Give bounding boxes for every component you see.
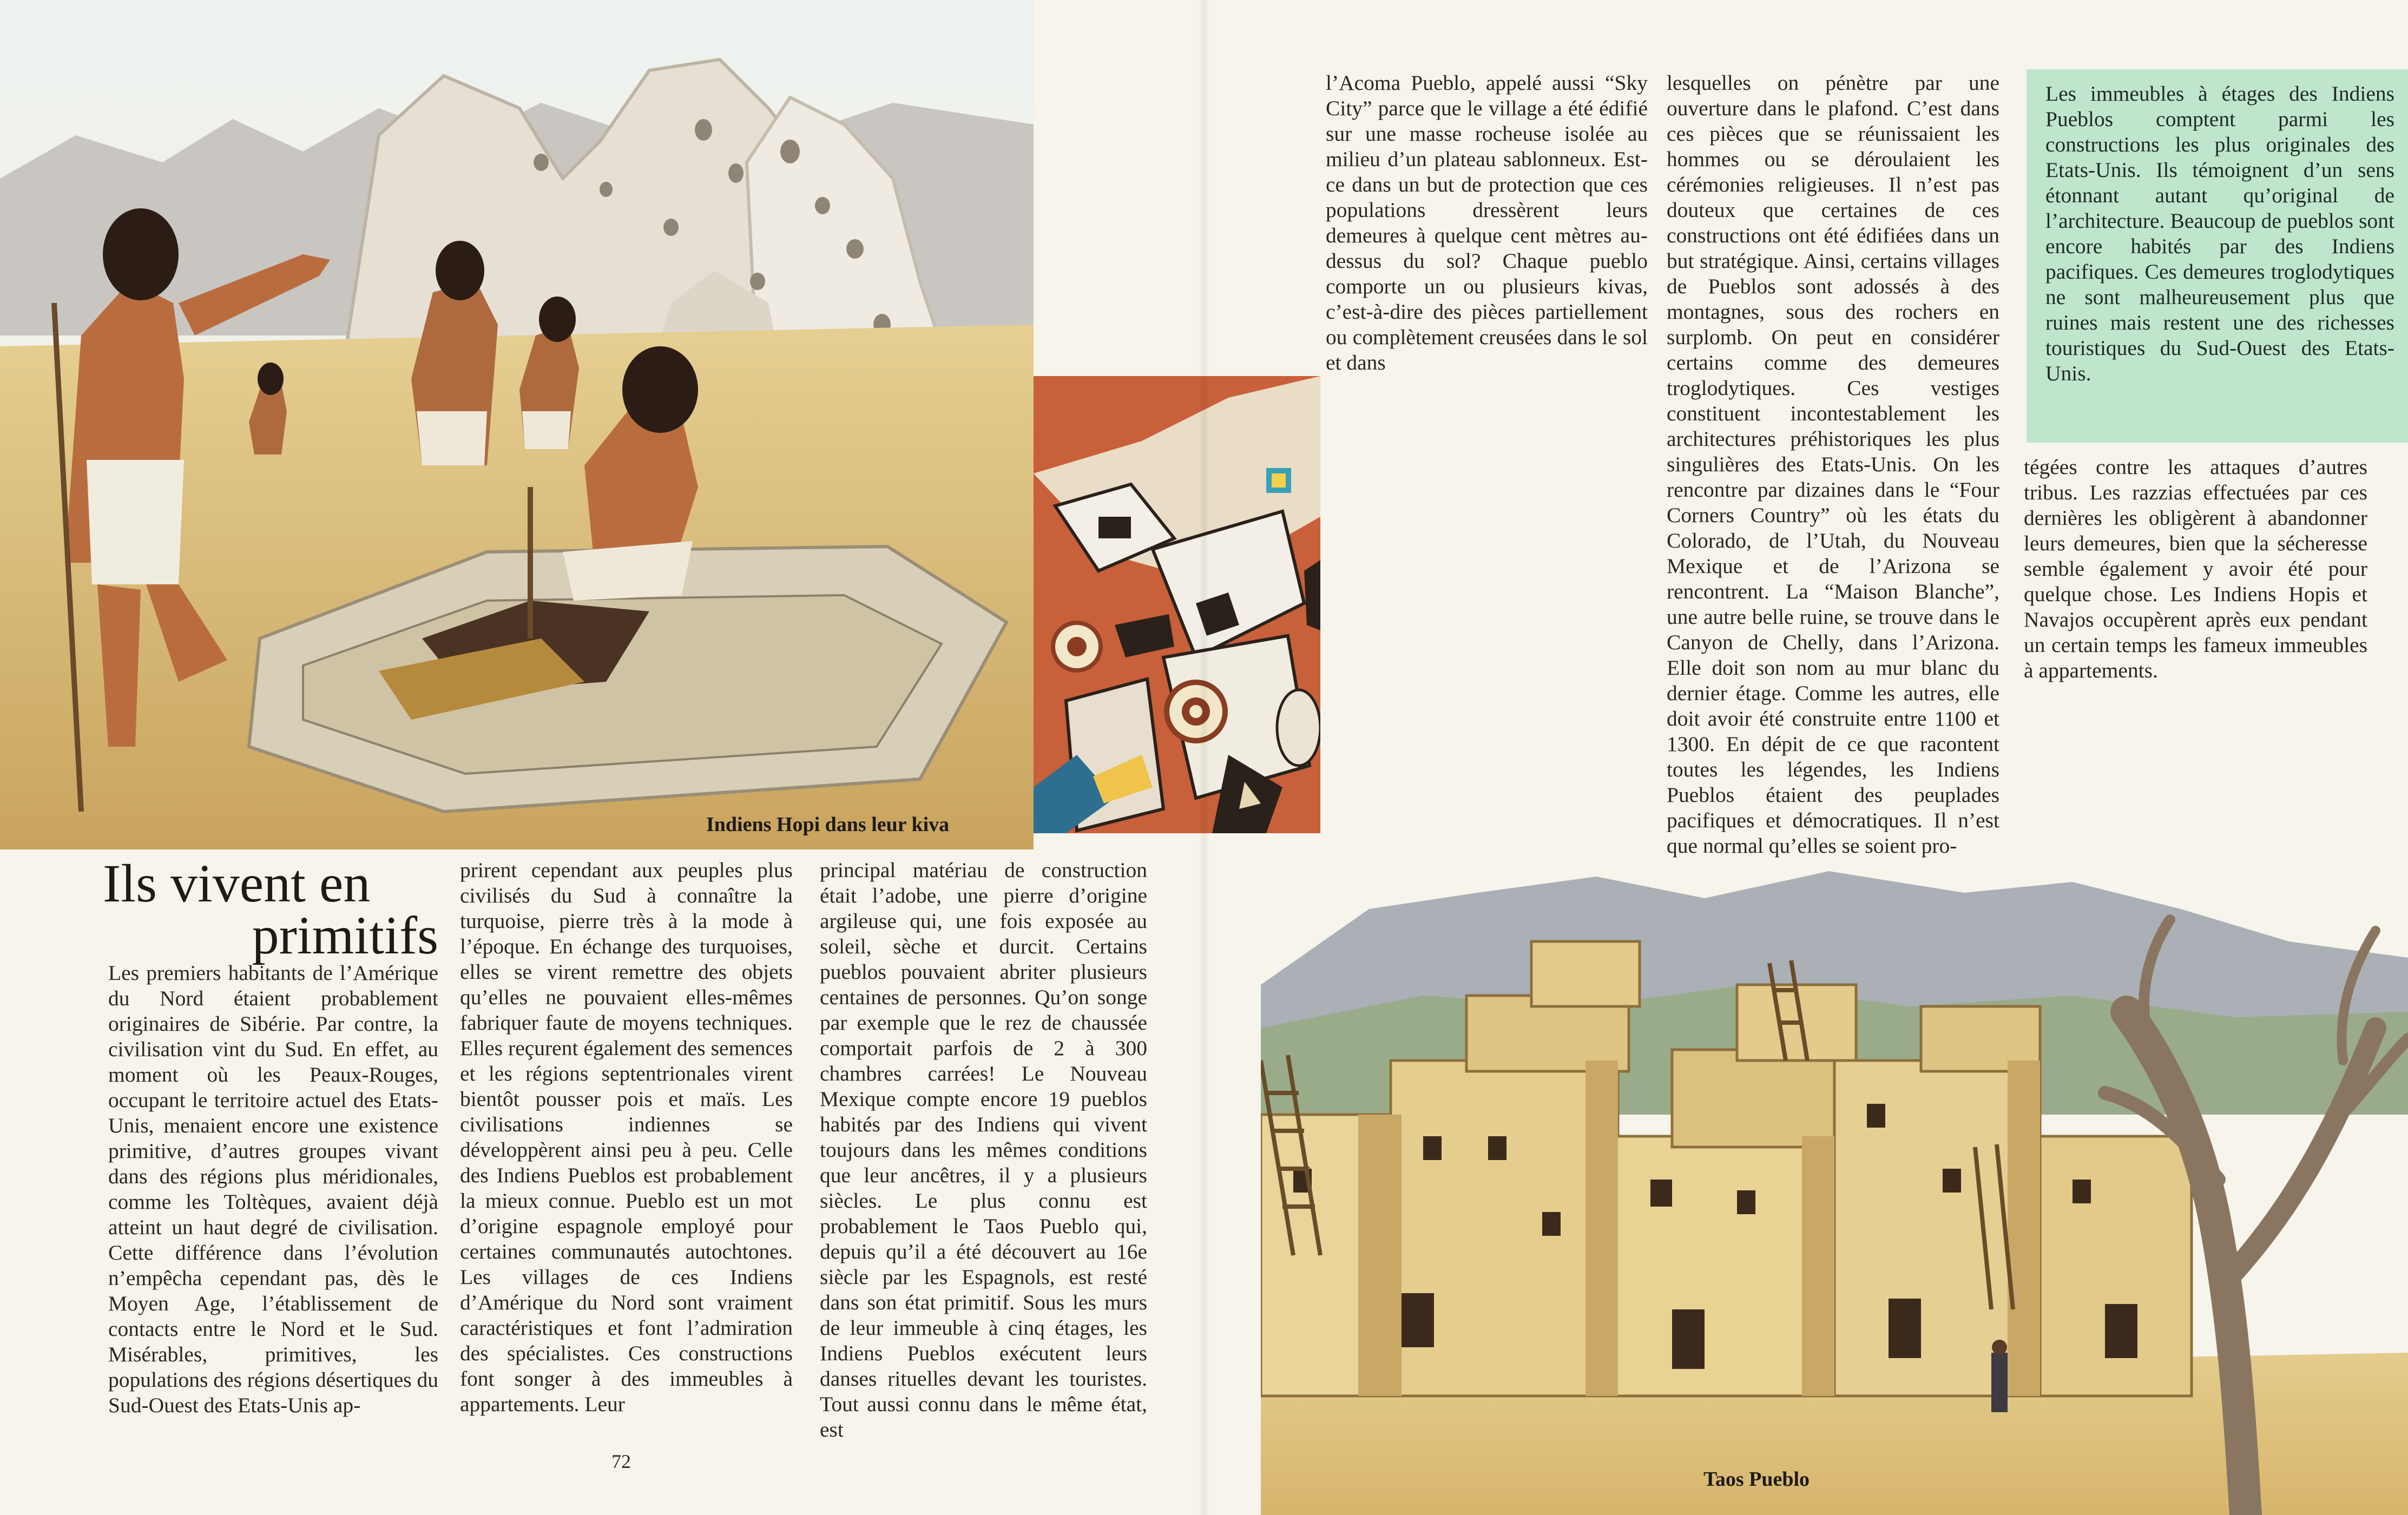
right-main-column: lesquelles on pénètre par une ouverture dans le plafond. C’est dans ces pièces que se réunissaient les hommes ou se déroulaient les cérémonies religieuses. Il n’est pas douteux que certaines de ces constructions ont été édifiées dans un but stratégique. Ainsi, certains villages de Pueblos sont adossés à des montagnes, sous des rochers en surplomb. On peut en considérer certains comme des demeures troglodytiques. Ces vestiges constituent incontestablement les architectures préhistoriques les plus singulières des Etats-Unis. On les rencontre par dizaines dans le “Four Corners Country” où les états du Colorado, de l’Utah, du Nouveau Mexique et de l’Arizona se rencontrent. La “Maison Blanche”, une autre belle ruine, se trouve dans le Canyon de Chelly, dans l’Arizona. Elle doit son nom au mur blanc du dernier étage. Comme les autres, elle doit avoir été construite entre 1100 et 1300. En dépit de ce que racontent toutes les légendes, les Indiens Pueblos étaient des peuplades pacifiques et démocratiques. Il n’est que normal qu’elles se soient pro- (1667, 71, 1999, 858)
left-column-1: Les premiers habitants de l’Amérique du Nord étaient probablement originaires de Sibérie. Par contre, la civilisation vint du Sud. En effet, au moment où les Peaux-Rouges, occupant le territoire actuel des Etats-Unis, menaient encore une existence primitive, d’autres groupes vivant dans des régions plus méridionales, comme les Toltèques, avaient déjà atteint un haut degré de civilisation. Cette différence dans l’évolution n’empêcha cependant pas, dès le Moyen Age, l’établissement de contacts entre le Nord et le Sud. Misérables, primitives, les populations des régions désertiques du Sud-Ouest des Etats-Unis ap- (108, 961, 438, 1417)
title-line-2: primitifs (252, 905, 438, 965)
far-right-column: tégées contre les attaques d’autres tribus. Les razzias effectuées par ces dernières les obligèrent à abandonner leurs demeures, bien que la sécheresse semble également y avoir été pour quelque chose. Les Indiens Hopis et Navajos occupèrent après eux pendant un certain temps les fameux immeubles à appartements. (2024, 455, 2367, 682)
sidebar-text: Les immeubles à étages des Indiens Pueblos comptent parmi les constructions les plus originales des Etats-Unis. Ils témoignent d’un sens étonnant autant qu’original de l’architecture. Beaucoup de pueblos sont encore habités par des Indiens pacifiques. Ces demeures troglodytiques ne sont malheureusement plus que ruines mais restent une des richesses touristiques du Sud-Ouest des Etats-Unis. (2045, 82, 2394, 385)
page-title (103, 853, 438, 965)
kiva-image-caption: Indiens Hopi dans leur kiva (706, 813, 950, 836)
title-line-1: Ils vivent en (103, 853, 371, 913)
sidebar-box (2027, 69, 2408, 443)
taos-pueblo-illustration (1261, 833, 2408, 1515)
page-gutter (1199, 0, 1209, 1515)
taos-image-caption: Taos Pueblo (1703, 1468, 1810, 1491)
page-number: 72 (611, 1451, 631, 1472)
middle-top-column: l’Acoma Pueblo, appelé aussi “Sky City” parce que le village a été édifié sur une masse rocheuse isolée au milieu d’un plateau sablonneux. Est-ce dans un but de protection que ces populations dressèrent leurs demeures à quelque cent mètres au-dessus du sol? Chaque pueblo comporte un ou plusieurs kivas, c’est-à-dire des pièces partiellement ou complètement creusées dans le sol et dans (1326, 71, 1648, 374)
hopi-kiva-illustration (0, 0, 1034, 849)
left-column-2: prirent cependant aux peuples plus civilisés du Sud à connaître la turquoise, pierre très à la mode à l’époque. En échange des turquoises, elles se virent remettre des objets qu’elles ne pouvaient elles-mêmes fabriquer faute de moyens techniques. Elles reçurent également des semences et les régions septentrionales virent bientôt pousser pois et maïs. Les civilisations indiennes se développèrent ainsi peu à peu. Celle des Indiens Pueblos est probablement la mieux connue. Pueblo est un mot d’origine espagnole employé pour certaines communautés autochtones. Les villages de ces Indiens d’Amérique du Nord sont vraiment caractéristiques et font l’admiration des spécialistes. Ces constructions font songer à des immeubles à appartements. Leur (460, 858, 793, 1416)
pueblo-mural-illustration (1034, 376, 1320, 833)
bottom-center-column: principal matériau de construction était l’adobe, une pierre d’origine argileuse qui, une fois exposée au soleil, sèche et durcit. Certains pueblos pouvaient abriter plusieurs centaines de personnes. Qu’on songe par exemple que le rez de chaussée comportait parfois de 2 à 300 chambres carrées! Le Nouveau Mexique compte encore 19 pueblos habités par des Indiens qui vivent toujours dans les mêmes conditions que leur ancêtres, il y a plusieurs siècles. Le plus connu est probablement le Taos Pueblo qui, depuis qu’il a été découvert au 16e siècle par les Espagnols, est resté dans son état primitif. Sous les murs de leur immeuble à cinq étages, les Indiens Pueblos exécutent leurs danses rituelles devant les touristes. Tout aussi connu dans le même état, est (820, 858, 1147, 1441)
